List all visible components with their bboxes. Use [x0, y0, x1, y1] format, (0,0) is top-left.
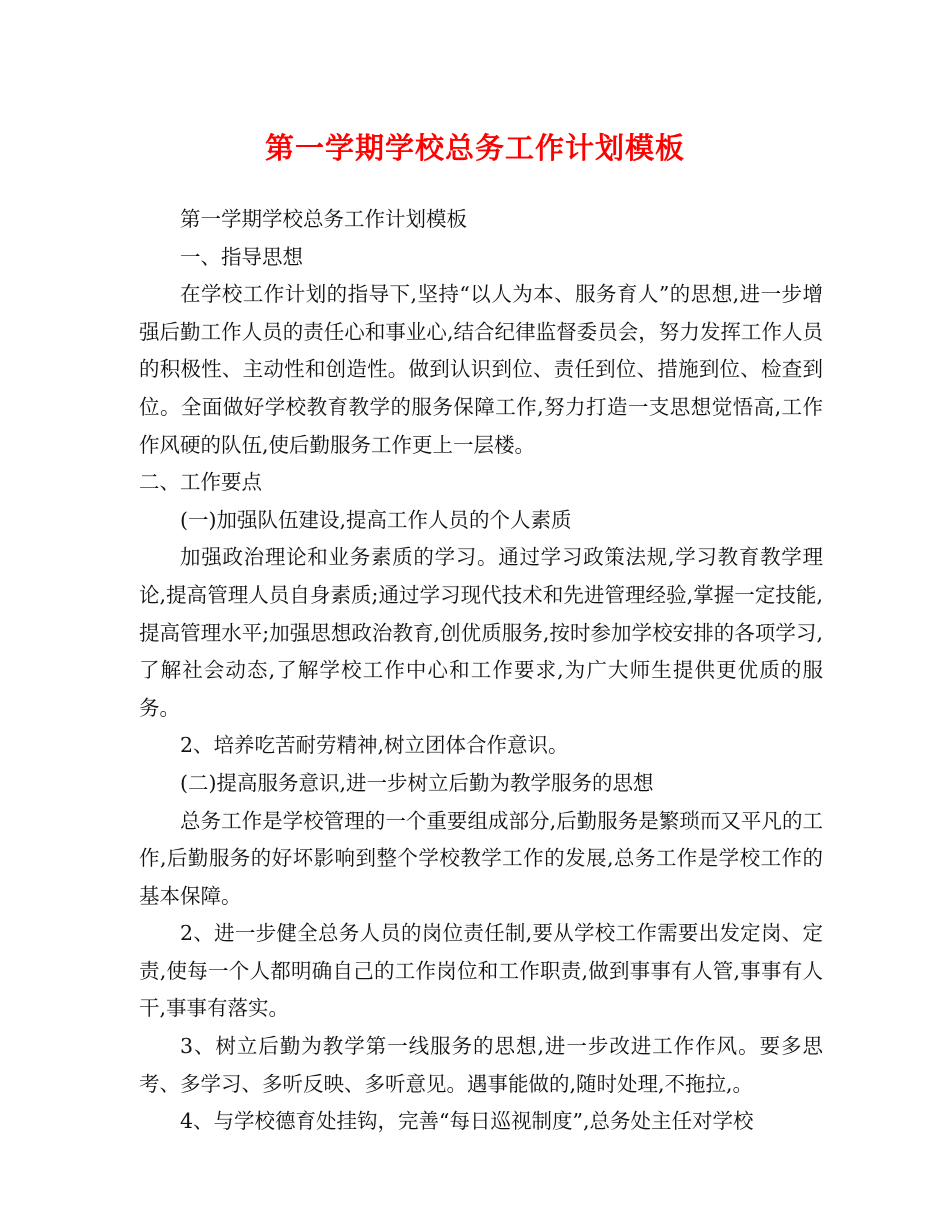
paragraph: 在学校工作计划的指导下,坚持“以人为本、服务育人”的思想,进一步增强后勤工作人员的责任心和事业心,结合纪律监督委员会，努力发挥工作人员的积极性、主动性和创造性。做到认识到位、责任到位、措施到位、检查到位。全面做好学校教育教学的服务保障工作,努力打造一支思想觉悟高,工作作风硬的队伍,使后勤服务工作更上一层楼。 — [139, 282, 823, 457]
document-title: 第一学期学校总务工作计划模板 — [264, 131, 685, 165]
paragraph: 加强政治理论和业务素质的学习。通过学习政策法规,学习教育教学理论,提高管理人员自身素质;通过学习现代技术和先进管理经验,掌握一定技能,提高管理水平;加强思想政治教育,创优质服务,按时参加学校安排的各项学习,了解社会动态,了解学校工作中心和工作要求,为广大师生提供更优质的服务。 — [139, 545, 823, 720]
section-heading-work-points: 二、工作要点 — [139, 470, 262, 495]
subsection-heading: (一)加强队伍建设,提高工作人员的个人素质 — [180, 507, 572, 532]
paragraph: 总务工作是学校管理的一个重要组成部分,后勤服务是繁琐而又平凡的工作,后勤服务的好坏影响到整个学校教学工作的发展,总务工作是学校工作的基本保障。 — [139, 808, 823, 908]
paragraph: 4、与学校德育处挂钩，完善“每日巡视制度”,总务处主任对学校 — [180, 1109, 754, 1134]
paragraph: 2、进一步健全总务人员的岗位责任制,要从学校工作需要出发定岗、定责,使每一个人都明确自己的工作岗位和工作职责,做到事事有人管,事事有人干,事事有落实。 — [139, 921, 823, 1021]
paragraph: 第一学期学校总务工作计划模板 — [180, 207, 467, 231]
paragraph: 3、树立后勤为教学第一线服务的思想,进一步改进工作作风。要多思考、多学习、多听反映、多听意见。遇事能做的,随时处理,不拖拉,。 — [139, 1034, 823, 1096]
document-body — [139, 201, 823, 1141]
subsection-heading: (二)提高服务意识,进一步树立后勤为教学服务的思想 — [180, 770, 654, 795]
paragraph: 2、培养吃苦耐劳精神,树立团体合作意识。 — [180, 733, 569, 758]
section-heading-guiding-ideology: 一、指导思想 — [180, 244, 303, 269]
